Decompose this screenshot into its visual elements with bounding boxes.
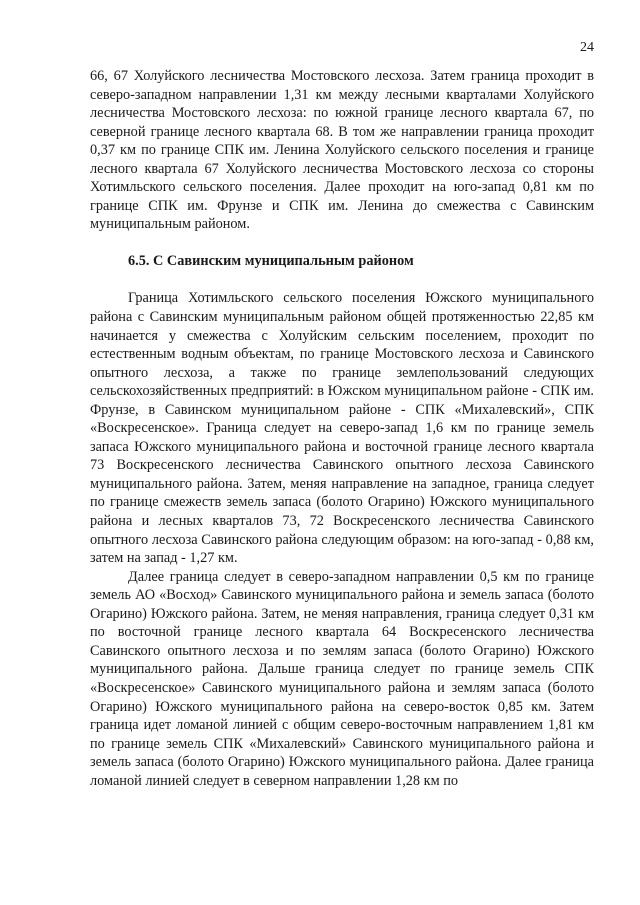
paragraph-boundary-continuation: Далее граница следует в северо-западном направлении 0,5 км по границе земель АО «Восход» Савинского муниципального района и земель запаса (болото Огарино) Южского района. Затем, не меняя направления, граница следует 0,31 км по восточной границе лесного квартала 64 Воскресенского лесничества Савинского опытного лесхоза и по землям запаса (болото Огарино) Южского муниципального района. Дальше граница следует по границе земель СПК «Воскресенское» Савинского муниципального района и землям запаса (болото Огарино) Южского муниципального района на северо-восток 0,85 км. Затем граница идет ломаной линией с общим северо-восточным направлением 1,81 км по границе земель СПК «Михалевский» Савинского муниципального района и земель запаса (болото Огарино) Южского муниципального района. Далее граница ломаной линией следует в северном направлении 1,28 км по	[90, 568, 594, 789]
paragraph-boundary-description: Граница Хотимльского сельского поселения Южского муниципального района с Савинским муниципальным районом общей протяженностью 22,85 км начинается у смежества с Холуйским сельским поселением, проходит по естественным водным объектам, по границе Мостовского лесхоза и Савинского опытного лесхоза, а также по границе землепользований следующих сельскохозяйственных предприятий: в Южском муниципальном районе - СПК им. Фрунзе, в Савинском муниципальном районе - СПК «Михалевский», СПК «Воскресенское». Граница следует на северо-запад 1,6 км по границе земель запаса Южского муниципального района и восточной границе лесного квартала 73 Воскресенского лесничества Савинского опытного лесхоза Савинского муниципального района. Затем, меняя направление на западное, граница следует по границе смежеств земель запаса (болото Огарино) Южского муниципального района и лесных кварталов 73, 72 Воскресенского лесничества Савинского опытного лесхоза Савинского района следующим образом: на юго-запад - 0,88 км, затем на запад - 1,27 км.	[90, 290, 594, 567]
section-heading: 6.5. С Савинским муниципальным районом	[128, 252, 414, 269]
page-number: 24	[580, 40, 594, 55]
paragraph-continuation: 66, 67 Холуйского лесничества Мостовского лесхоза. Затем граница проходит в северо-западном направлении 1,31 км между лесными кварталами Холуйского лесничества Мостовского лесхоза: по южной границе лесного квартала 67, по северной границе лесного квартала 68. В том же направлении граница проходит 0,37 км по границе СПК им. Ленина Холуйского сельского поселения и границе лесного квартала 67 Холуйского лесничества Мостовского лесхоза со стороны Хотимльского сельского поселения. Далее проходит на юго-запад 0,81 км по границе СПК им. Фрунзе и СПК им. Ленина до смежества с Савинским муниципальным районом.	[90, 68, 594, 233]
document-body	[90, 67, 594, 790]
